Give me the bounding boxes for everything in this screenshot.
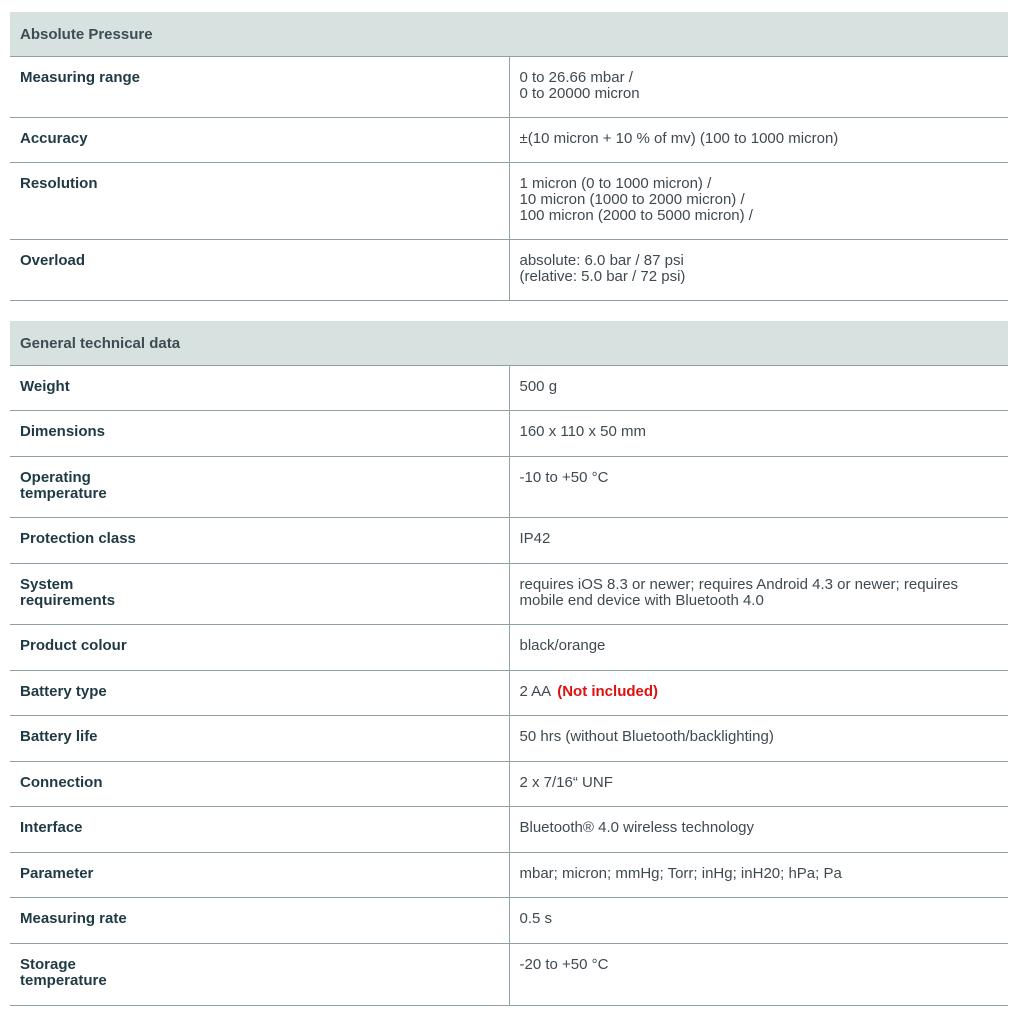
spec-value: 50 hrs (without Bluetooth/backlighting) xyxy=(509,716,1008,762)
spec-label: Resolution xyxy=(10,163,509,240)
table-row xyxy=(10,366,1008,411)
table-row xyxy=(10,564,1008,625)
table-row xyxy=(10,240,1008,301)
spec-value: Bluetooth® 4.0 wireless technology xyxy=(509,807,1008,853)
table-row xyxy=(10,118,1008,163)
section-header-general: General technical data xyxy=(10,321,1008,366)
table-row xyxy=(10,671,1008,716)
spec-label: Protection class xyxy=(10,518,509,564)
general-technical-data-table xyxy=(10,321,1008,1006)
spec-label: Overload xyxy=(10,240,509,301)
spec-value: mbar; micron; mmHg; Torr; inHg; inH20; hPa; Pa xyxy=(509,853,1008,898)
table-row xyxy=(10,944,1008,1006)
spec-label: Product colour xyxy=(10,625,509,671)
table-row xyxy=(10,518,1008,564)
spec-value-battery-type xyxy=(509,671,1008,716)
spec-label: Connection xyxy=(10,762,509,807)
table-row xyxy=(10,411,1008,457)
table-row xyxy=(10,57,1008,118)
spec-value: absolute: 6.0 bar / 87 psi (relative: 5.0 bar / 72 psi) xyxy=(509,240,1008,301)
spec-label: Accuracy xyxy=(10,118,509,163)
table-row xyxy=(10,457,1008,518)
not-included-note: (Not included) xyxy=(557,683,659,700)
table-row xyxy=(10,807,1008,853)
spec-value: 500 g xyxy=(509,366,1008,411)
spec-value: 2 AA xyxy=(519,683,552,700)
spec-label: Operating temperature xyxy=(10,457,509,518)
spec-label: Storage temperature xyxy=(10,944,509,1006)
spec-value: 0 to 26.66 mbar / 0 to 20000 micron xyxy=(509,57,1008,118)
table-row xyxy=(10,762,1008,807)
section-header-absolute-pressure: Absolute Pressure xyxy=(10,12,1008,57)
table-row xyxy=(10,716,1008,762)
spec-value: IP42 xyxy=(509,518,1008,564)
spec-label: Weight xyxy=(10,366,509,411)
spec-label: Battery life xyxy=(10,716,509,762)
table-row xyxy=(10,163,1008,240)
spec-value: requires iOS 8.3 or newer; requires Android 4.3 or newer; requires mobile end device with Bluetooth 4.0 xyxy=(509,564,1008,625)
table-row xyxy=(10,853,1008,898)
spec-label: Measuring range xyxy=(10,57,509,118)
spec-value: 2 x 7/16“ UNF xyxy=(509,762,1008,807)
absolute-pressure-table xyxy=(10,12,1008,301)
spec-value: 160 x 110 x 50 mm xyxy=(509,411,1008,457)
spec-label: System requirements xyxy=(10,564,509,625)
spec-value: -10 to +50 °C xyxy=(509,457,1008,518)
spec-value: ±(10 micron + 10 % of mv) (100 to 1000 micron) xyxy=(509,118,1008,163)
spec-label: Parameter xyxy=(10,853,509,898)
spec-value: 0.5 s xyxy=(509,898,1008,944)
spec-label: Measuring rate xyxy=(10,898,509,944)
spec-value: 1 micron (0 to 1000 micron) / 10 micron (1000 to 2000 micron) / 100 micron (2000 to 5000 micron) / xyxy=(509,163,1008,240)
table-row xyxy=(10,625,1008,671)
spec-value: -20 to +50 °C xyxy=(509,944,1008,1006)
spec-label: Battery type xyxy=(10,671,509,716)
spec-value: black/orange xyxy=(509,625,1008,671)
spec-label: Dimensions xyxy=(10,411,509,457)
table-row xyxy=(10,898,1008,944)
spec-label: Interface xyxy=(10,807,509,853)
